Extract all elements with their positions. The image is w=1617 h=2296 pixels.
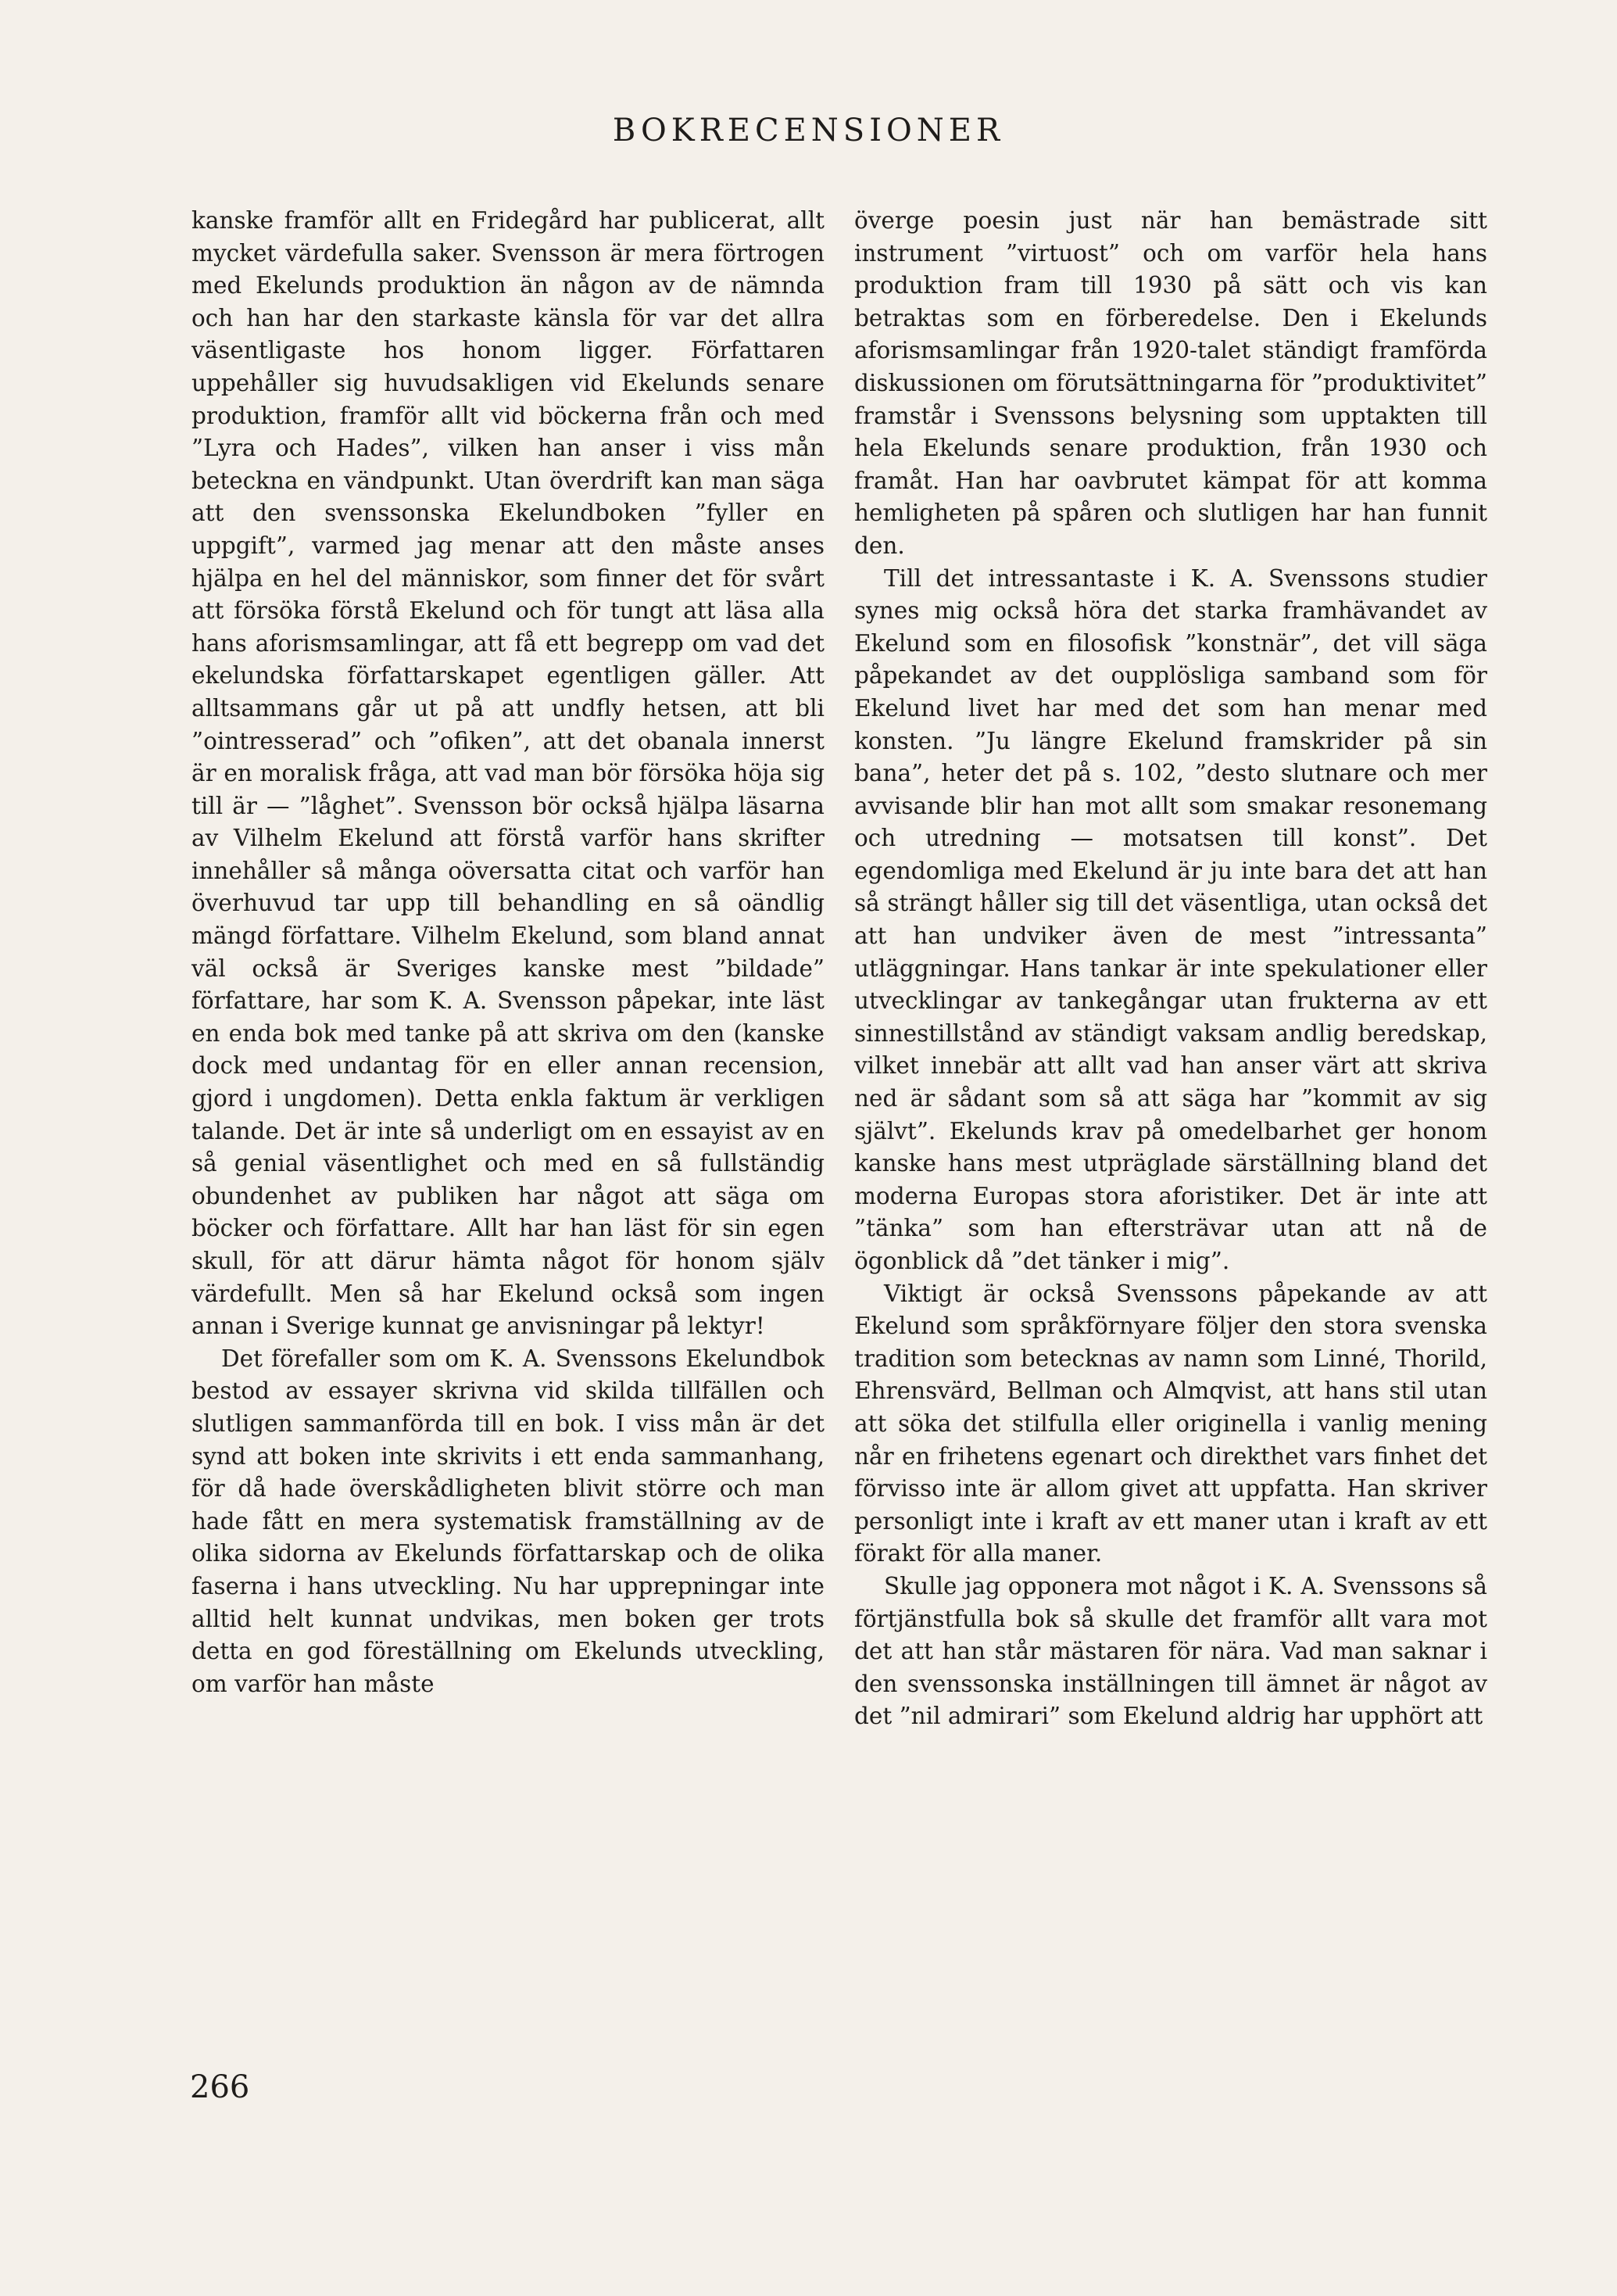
page-number: 266 <box>190 2069 250 2105</box>
left-paragraph-1: kanske framför allt en Fridegård har publicerat, allt mycket värdefulla saker. Svensson är mera förtrogen med Ekelunds produktion än någon av de nämnda och han har den starkaste känsla för var det allra väsentligaste hos honom ligger. Författaren uppehåller sig huvudsakligen vid Ekelunds senare produktion, framför allt vid böckerna från och med ”Lyra och Hades”, vilken han anser i viss mån beteckna en vändpunkt. Utan överdrift kan man säga att den svenssonska Ekelundboken ”fyller en uppgift”, varmed jag menar att den måste anses hjälpa en hel del människor, som finner det för svårt att försöka förstå Ekelund och för tungt att läsa alla hans aforismsamlingar, att få ett begrepp om vad det ekelundska författarskapet egentligen gäller. Att alltsammans går ut på att undfly hetsen, att bli ”ointresserad” och ”ofiken”, att det obanala innerst är en moralisk fråga, att vad man bör försöka höja sig till är — ”låghet”. Svensson bör också hjälpa läsarna av Vilhelm Ekelund att förstå varför hans skrifter innehåller så många oöversatta citat och varför han överhuvud tar upp till behandling en så oändlig mängd författare. Vilhelm Ekelund, som bland annat väl också är Sveriges kanske mest ”bildade” författare, har som K. A. Svensson påpekar, inte läst en enda bok med tanke på att skriva om den (kanske dock med undantag för en eller annan recension, gjord i ungdomen). Detta enkla faktum är verkligen talande. Det är inte så underligt om en essayist av en så genial väsentlighet och med en så fullständig obundenhet av publiken har något att säga om böcker och författare. Allt har han läst för sin egen skull, för att därur hämta något för honom själv värdefullt. Men så har Ekelund också som ingen annan i Sverige kunnat ge anvisningar på lektyr! <box>191 207 825 1340</box>
left-paragraph-2: Det förefaller som om K. A. Svenssons Ekelundbok bestod av essayer skrivna vid skilda tillfällen och slutligen sammanförda till en bok. I viss mån är det synd att boken inte skrivits i ett enda sammanhang, för då hade överskådligheten blivit större och man hade fått en mera systematisk framställning av de olika sidorna av Ekelunds författarskap och de olika faserna i hans utveckling. Nu har upprepningar inte alltid helt kunnat undvikas, men boken ger trots detta en god föreställning om Ekelunds utveckling, om varför han måste <box>191 1345 825 1697</box>
right-paragraph-1: överge poesin just när han bemästrade sitt instrument ”virtuost” och om varför hela hans produktion fram till 1930 på sätt och vis kan betraktas som en förberedelse. Den i Ekelunds aforismsamlingar från 1920-talet ständigt framförda diskussionen om förutsättningarna för ”produktivitet” framstår i Svenssons belysning som upptakten till hela Ekelunds senare produktion, från 1930 och framåt. Han har oavbrutet kämpat för att komma hemligheten på spåren och slutligen har han funnit den. <box>854 207 1487 559</box>
right-text-column <box>854 205 1487 1733</box>
right-paragraph-4: Skulle jag opponera mot något i K. A. Svenssons så förtjänstfulla bok så skulle det framför allt vara mot det att han står mästaren för nära. Vad man saknar i den svenssonska inställningen till ämnet är något av det ”nil admirari” som Ekelund aldrig har upphört att <box>854 1572 1487 1730</box>
right-paragraph-2: Till det intressantaste i K. A. Svenssons studier synes mig också höra det starka framhävandet av Ekelund som en filosofisk ”konstnär”, det vill säga påpekandet av det oupplösliga samband som för Ekelund livet har med det som han menar med konsten. ”Ju längre Ekelund framskrider på sin bana”, heter det på s. 102, ”desto slutnare och mer avvisande blir han mot allt som smakar resonemang och utredning — motsatsen till konst”. Det egendomliga med Ekelund är ju inte bara det att han så strängt håller sig till det väsentliga, utan också det att han undviker även de mest ”intressanta” utläggningar. Hans tankar är inte spekulationer eller utvecklingar av tankegångar utan frukterna av ett sinnestillstånd av ständigt vaksam andlig beredskap, vilket innebär att allt vad han anser värt att skriva ned är sådant som så att säga har ”kommit av sig självt”. Ekelunds krav på omedelbarhet ger honom kanske hans mest utpräglade särställning bland det moderna Europas stora aforistiker. Det är inte att ”tänka” som han eftersträvar utan att nå de ögonblick då ”det tänker i mig”. <box>854 564 1487 1274</box>
right-paragraph-3: Viktigt är också Svenssons påpekande av att Ekelund som språkförnyare följer den stora svenska tradition som betecknas av namn som Linné, Thorild, Ehrensvärd, Bellman och Almqvist, att hans stil utan att söka det stilfulla eller originella i vanlig mening når en frihetens egenart och direkthet vars finhet det förvisso inte är allom givet att uppfatta. Han skriver personligt inte i kraft av ett maner utan i kraft av ett förakt för alla maner. <box>854 1280 1487 1567</box>
running-header: BOKRECENSIONER <box>612 113 1005 149</box>
left-text-column <box>191 205 825 1700</box>
